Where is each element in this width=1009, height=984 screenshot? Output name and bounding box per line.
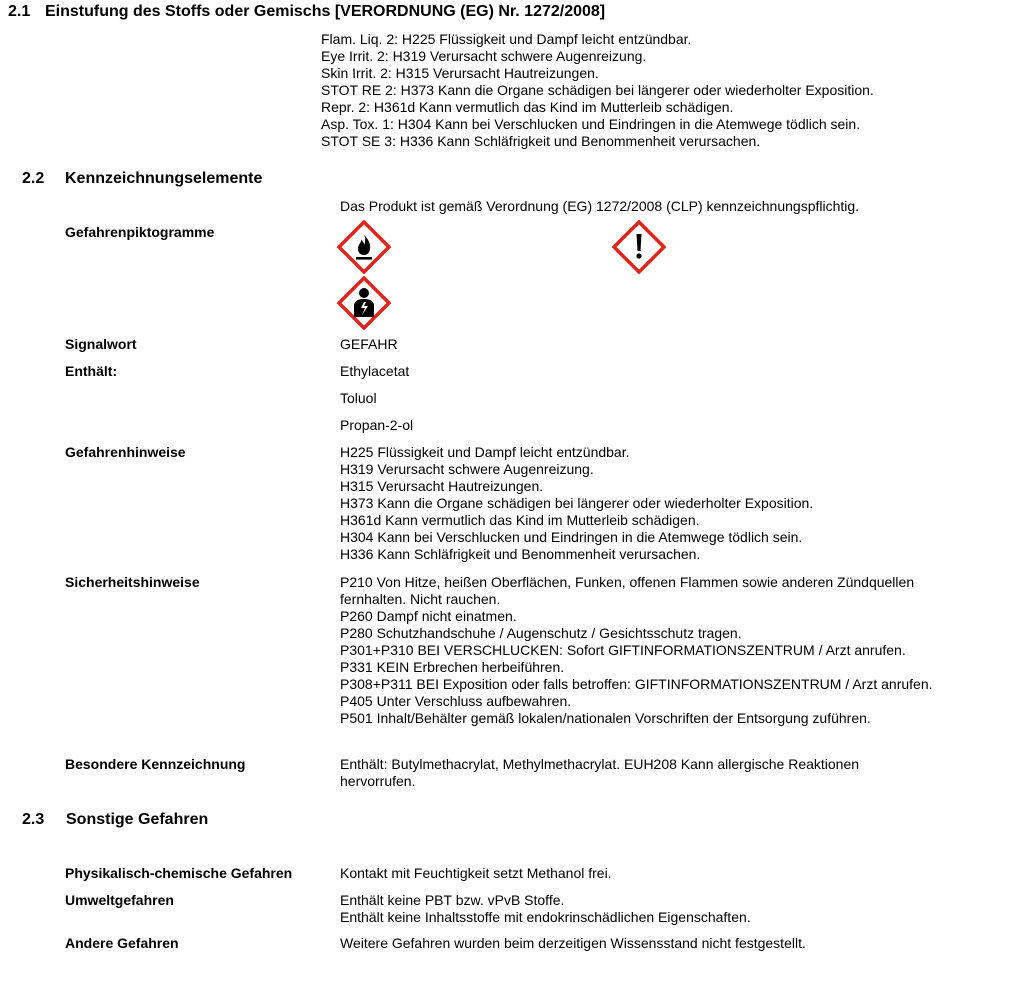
env-hazards-label: Umweltgefahren <box>65 892 174 908</box>
safety-statements-list <box>340 574 980 727</box>
hazard-statement: H225 Flüssigkeit und Dampf leicht entzündbar. <box>340 444 630 460</box>
special-labelling-value <box>340 756 920 790</box>
safety-statement: P301+P310 BEI VERSCHLUCKEN: Sofort GIFTINFORMATIONSZENTRUM / Arzt anrufen. <box>340 642 906 658</box>
hazard-statement: H304 Kann bei Verschlucken und Eindringen in die Atemwege tödlich sein. <box>340 529 803 545</box>
section-2-1-number: 2.1 <box>8 3 31 20</box>
safety-statement: P331 KEIN Erbrechen herbeiführen. <box>340 659 565 675</box>
labelling-intro: Das Produkt ist gemäß Verordnung (EG) 1272/2008 (CLP) kennzeichnungspflichtig. <box>340 198 860 214</box>
section-2-2-number: 2.2 <box>22 170 45 187</box>
hazard-statements-list <box>340 444 813 563</box>
safety-statement: P260 Dampf nicht einatmen. <box>340 608 517 624</box>
signal-word-label: Signalwort <box>65 336 137 352</box>
physchem-hazards-label: Physikalisch-chemische Gefahren <box>65 865 293 881</box>
special-labelling-text: Enthält: Butylmethacrylat, Methylmethacrylat. EUH208 Kann allergische Reaktionen hervorrufen. <box>340 756 860 789</box>
hazard-statement: H373 Kann die Organe schädigen bei längerer oder wiederholter Exposition. <box>340 495 814 511</box>
hazard-statements-label: Gefahrenhinweise <box>65 444 186 460</box>
classification-item: Flam. Liq. 2: H225 Flüssigkeit und Dampf leicht entzündbar. <box>321 31 692 47</box>
safety-statement: P405 Unter Verschluss aufbewahren. <box>340 693 572 709</box>
classification-item: STOT SE 3: H336 Kann Schläfrigkeit und Benommenheit verursachen. <box>321 133 761 149</box>
hazard-statement: H336 Kann Schläfrigkeit und Benommenheit verursachen. <box>340 546 701 562</box>
contains-item: Ethylacetat <box>340 363 410 379</box>
section-2-3-title: Sonstige Gefahren <box>66 811 209 828</box>
safety-statement: P280 Schutzhandschuhe / Augenschutz / Gesichtsschutz tragen. <box>340 625 742 641</box>
special-labelling-label: Besondere Kennzeichnung <box>65 756 246 772</box>
classification-item: STOT RE 2: H373 Kann die Organe schädigen bei längerer oder wiederholter Exposition. <box>321 82 874 98</box>
other-hazards-value: Weitere Gefahren wurden beim derzeitigen Wissensstand nicht festgestellt. <box>340 935 806 951</box>
hazard-statement: H319 Verursacht schwere Augenreizung. <box>340 461 594 477</box>
contains-item: Propan-2-ol <box>340 417 414 433</box>
safety-statements-label: Sicherheitshinweise <box>65 574 200 590</box>
section-2-2-title: Kennzeichnungselemente <box>65 170 263 187</box>
classification-item: Repr. 2: H361d Kann vermutlich das Kind im Mutterleib schädigen. <box>321 99 734 115</box>
contains-label: Enthält: <box>65 363 118 379</box>
section-2-1-title: Einstufung des Stoffs oder Gemischs [VERORDNUNG (EG) Nr. 1272/2008] <box>45 3 606 20</box>
safety-statement: P210 Von Hitze, heißen Oberflächen, Funken, offenen Flammen sowie anderen Zündquellen fernhalten. Nicht rauchen. <box>340 574 915 607</box>
safety-statement: P308+P311 BEI Exposition oder falls betroffen: GIFTINFORMATIONSZENTRUM / Arzt anrufen. <box>340 676 933 692</box>
classification-item: Skin Irrit. 2: H315 Verursacht Hautreizungen. <box>321 65 599 81</box>
hazard-statement: H315 Verursacht Hautreizungen. <box>340 478 544 494</box>
exclamation-icon <box>612 220 666 274</box>
physchem-hazards-value: Kontakt mit Feuchtigkeit setzt Methanol frei. <box>340 865 612 881</box>
flame-icon <box>337 220 391 274</box>
classification-list <box>321 31 874 150</box>
safety-statement: P501 Inhalt/Behälter gemäß lokalen/nationalen Vorschriften der Entsorgung zuführen. <box>340 710 871 726</box>
env-hazard-item: Enthält keine Inhaltsstoffe mit endokrinschädlichen Eigenschaften. <box>340 909 751 925</box>
other-hazards-label: Andere Gefahren <box>65 935 179 951</box>
hazard-statement: H361d Kann vermutlich das Kind im Mutterleib schädigen. <box>340 512 700 528</box>
signal-word-value: GEFAHR <box>340 336 398 352</box>
classification-item: Asp. Tox. 1: H304 Kann bei Verschlucken und Eindringen in die Atemwege tödlich sein. <box>321 116 861 132</box>
pictograms-label: Gefahrenpiktogramme <box>65 224 215 240</box>
env-hazard-item: Enthält keine PBT bzw. vPvB Stoffe. <box>340 892 565 908</box>
contains-item: Toluol <box>340 390 377 406</box>
section-2-3-number: 2.3 <box>22 811 45 828</box>
classification-item: Eye Irrit. 2: H319 Verursacht schwere Augenreizung. <box>321 48 647 64</box>
env-hazards-list <box>340 892 751 926</box>
health-hazard-icon <box>337 276 391 330</box>
